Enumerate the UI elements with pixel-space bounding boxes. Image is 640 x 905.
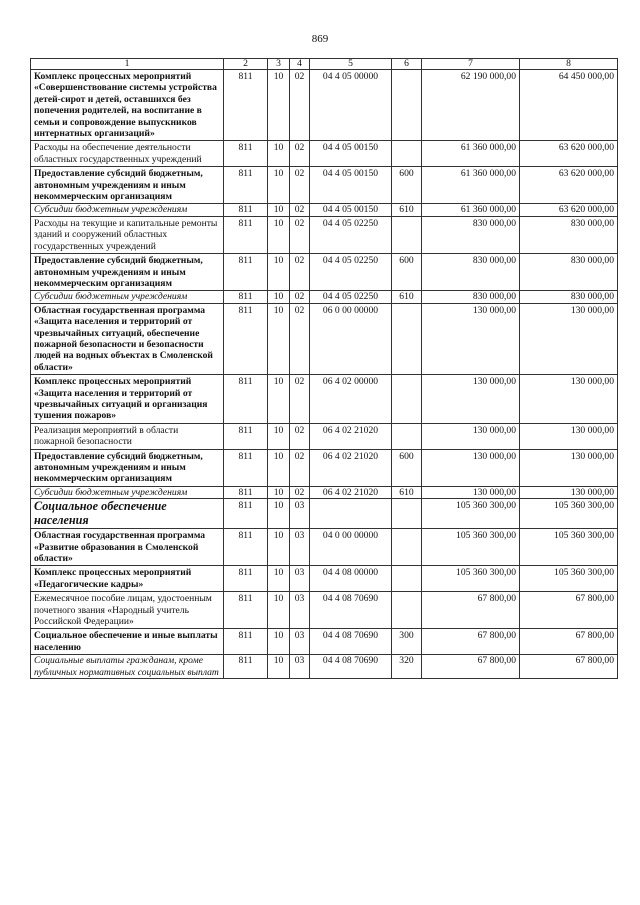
item-name-cell: Социальные выплаты гражданам, кроме публичных нормативных социальных выплат — [31, 655, 224, 679]
target-article-cell — [310, 499, 392, 529]
table-row — [31, 291, 618, 303]
col-header-3: 3 — [268, 59, 290, 70]
subsection-cell: 03 — [290, 629, 310, 655]
code-cell: 811 — [224, 499, 268, 529]
expense-type-cell: 610 — [392, 291, 422, 303]
code-cell: 811 — [224, 70, 268, 141]
section-cell: 10 — [268, 254, 290, 291]
amount-cell: 61 360 000,00 — [422, 167, 520, 204]
table-row — [31, 216, 618, 253]
amount-cell: 830 000,00 — [520, 216, 618, 253]
subsection-cell: 03 — [290, 655, 310, 679]
target-article-cell: 04 4 05 00150 — [310, 167, 392, 204]
target-article-cell: 04 4 08 70690 — [310, 592, 392, 629]
code-cell: 811 — [224, 375, 268, 424]
table-row — [31, 592, 618, 629]
target-article-cell: 04 4 05 00150 — [310, 141, 392, 167]
table-row — [31, 254, 618, 291]
expense-type-cell: 320 — [392, 655, 422, 679]
section-cell: 10 — [268, 529, 290, 566]
expense-type-cell — [392, 216, 422, 253]
amount-cell: 130 000,00 — [520, 375, 618, 424]
amount-cell: 67 800,00 — [422, 655, 520, 679]
expense-type-cell — [392, 303, 422, 374]
code-cell: 811 — [224, 291, 268, 303]
table-row — [31, 499, 618, 529]
item-name-cell: Субсидии бюджетным учреждениям — [31, 204, 224, 216]
subsection-cell: 02 — [290, 70, 310, 141]
target-article-cell: 04 4 05 02250 — [310, 291, 392, 303]
target-article-cell: 04 4 05 00150 — [310, 204, 392, 216]
expense-type-cell: 610 — [392, 486, 422, 498]
table-row — [31, 449, 618, 486]
budget-table — [30, 58, 618, 679]
subsection-cell: 03 — [290, 592, 310, 629]
target-article-cell: 04 4 05 02250 — [310, 216, 392, 253]
amount-cell: 130 000,00 — [520, 303, 618, 374]
expense-type-cell — [392, 566, 422, 592]
amount-cell: 63 620 000,00 — [520, 167, 618, 204]
code-cell: 811 — [224, 254, 268, 291]
section-cell: 10 — [268, 167, 290, 204]
amount-cell: 105 360 300,00 — [422, 499, 520, 529]
section-cell: 10 — [268, 291, 290, 303]
subsection-cell: 02 — [290, 423, 310, 449]
expense-type-cell — [392, 499, 422, 529]
section-cell: 10 — [268, 499, 290, 529]
item-name-cell: Комплекс процессных мероприятий «Педагогические кадры» — [31, 566, 224, 592]
target-article-cell: 04 0 00 00000 — [310, 529, 392, 566]
amount-cell: 830 000,00 — [422, 216, 520, 253]
subsection-cell: 02 — [290, 486, 310, 498]
expense-type-cell: 600 — [392, 449, 422, 486]
section-cell: 10 — [268, 204, 290, 216]
code-cell: 811 — [224, 592, 268, 629]
item-name-cell: Расходы на обеспечение деятельности областных государственных учреждений — [31, 141, 224, 167]
item-name-cell: Комплекс процессных мероприятий «Совершенствование системы устройства детей-сирот и детей, оставшихся без попечения родителей, на воспитание в семьи и сопровождение выпускников интернатных организаций» — [31, 70, 224, 141]
amount-cell: 830 000,00 — [422, 254, 520, 291]
target-article-cell: 06 4 02 21020 — [310, 486, 392, 498]
amount-cell: 830 000,00 — [520, 254, 618, 291]
amount-cell: 63 620 000,00 — [520, 141, 618, 167]
amount-cell: 62 190 000,00 — [422, 70, 520, 141]
expense-type-cell — [392, 141, 422, 167]
table-row — [31, 655, 618, 679]
item-name-cell: Предоставление субсидий бюджетным, автономным учреждениям и иным некоммерческим организациям — [31, 167, 224, 204]
code-cell: 811 — [224, 167, 268, 204]
header-row — [31, 59, 618, 70]
amount-cell: 130 000,00 — [422, 303, 520, 374]
expense-type-cell: 600 — [392, 167, 422, 204]
amount-cell: 130 000,00 — [422, 449, 520, 486]
subsection-cell: 02 — [290, 141, 310, 167]
amount-cell: 130 000,00 — [520, 423, 618, 449]
table-row — [31, 167, 618, 204]
amount-cell: 67 800,00 — [520, 655, 618, 679]
col-header-4: 4 — [290, 59, 310, 70]
subsection-cell: 02 — [290, 449, 310, 486]
code-cell: 811 — [224, 141, 268, 167]
target-article-cell: 06 0 00 00000 — [310, 303, 392, 374]
code-cell: 811 — [224, 655, 268, 679]
section-cell: 10 — [268, 423, 290, 449]
subsection-cell: 02 — [290, 167, 310, 204]
amount-cell: 105 360 300,00 — [520, 529, 618, 566]
expense-type-cell — [392, 592, 422, 629]
target-article-cell: 04 4 05 00000 — [310, 70, 392, 141]
page-number: 869 — [311, 33, 329, 45]
section-cell: 10 — [268, 655, 290, 679]
col-header-2: 2 — [224, 59, 268, 70]
item-name-cell: Социальное обеспечение и иные выплаты населению — [31, 629, 224, 655]
amount-cell: 64 450 000,00 — [520, 70, 618, 141]
section-cell: 10 — [268, 629, 290, 655]
amount-cell: 67 800,00 — [422, 592, 520, 629]
table-row — [31, 70, 618, 141]
code-cell: 811 — [224, 204, 268, 216]
target-article-cell: 06 4 02 21020 — [310, 423, 392, 449]
code-cell: 811 — [224, 566, 268, 592]
section-cell: 10 — [268, 566, 290, 592]
item-name-cell: Комплекс процессных мероприятий «Защита населения и территорий от чрезвычайных ситуаций и организация тушения пожаров» — [31, 375, 224, 424]
target-article-cell: 06 4 02 21020 — [310, 449, 392, 486]
item-name-cell: Субсидии бюджетным учреждениям — [31, 486, 224, 498]
target-article-cell: 04 4 05 02250 — [310, 254, 392, 291]
code-cell: 811 — [224, 629, 268, 655]
section-cell: 10 — [268, 303, 290, 374]
subsection-cell: 02 — [290, 204, 310, 216]
code-cell: 811 — [224, 423, 268, 449]
expense-type-cell — [392, 375, 422, 424]
section-cell: 10 — [268, 375, 290, 424]
section-cell: 10 — [268, 141, 290, 167]
target-article-cell: 04 4 08 00000 — [310, 566, 392, 592]
subsection-cell: 02 — [290, 254, 310, 291]
code-cell: 811 — [224, 529, 268, 566]
item-name-cell: Расходы на текущие и капитальные ремонты зданий и сооружений областных государственных учреждений — [31, 216, 224, 253]
col-header-8: 8 — [520, 59, 618, 70]
target-article-cell: 04 4 08 70690 — [310, 655, 392, 679]
code-cell: 811 — [224, 216, 268, 253]
expense-type-cell — [392, 423, 422, 449]
table-row — [31, 629, 618, 655]
table-row — [31, 486, 618, 498]
amount-cell: 130 000,00 — [422, 486, 520, 498]
target-article-cell: 04 4 08 70690 — [310, 629, 392, 655]
col-header-7: 7 — [422, 59, 520, 70]
amount-cell: 130 000,00 — [520, 449, 618, 486]
table-row — [31, 375, 618, 424]
amount-cell: 105 360 300,00 — [422, 566, 520, 592]
expense-type-cell: 600 — [392, 254, 422, 291]
section-cell: 10 — [268, 216, 290, 253]
section-cell: 10 — [268, 486, 290, 498]
subsection-cell: 02 — [290, 216, 310, 253]
amount-cell: 105 360 300,00 — [422, 529, 520, 566]
table-row — [31, 423, 618, 449]
code-cell: 811 — [224, 449, 268, 486]
amount-cell: 63 620 000,00 — [520, 204, 618, 216]
table-row — [31, 529, 618, 566]
code-cell: 811 — [224, 303, 268, 374]
amount-cell: 830 000,00 — [520, 291, 618, 303]
subsection-cell: 03 — [290, 566, 310, 592]
code-cell: 811 — [224, 486, 268, 498]
subsection-cell: 02 — [290, 303, 310, 374]
item-name-cell: Субсидии бюджетным учреждениям — [31, 291, 224, 303]
col-header-5: 5 — [310, 59, 392, 70]
amount-cell: 830 000,00 — [422, 291, 520, 303]
table-row — [31, 141, 618, 167]
subsection-cell: 02 — [290, 291, 310, 303]
col-header-1: 1 — [31, 59, 224, 70]
item-name-cell: Социальное обеспечение населения — [31, 499, 224, 529]
col-header-6: 6 — [392, 59, 422, 70]
expense-type-cell: 610 — [392, 204, 422, 216]
expense-type-cell — [392, 70, 422, 141]
amount-cell: 67 800,00 — [520, 629, 618, 655]
amount-cell: 67 800,00 — [422, 629, 520, 655]
table-row — [31, 566, 618, 592]
item-name-cell: Предоставление субсидий бюджетным, автономным учреждениям и иным некоммерческим организациям — [31, 449, 224, 486]
amount-cell: 105 360 300,00 — [520, 566, 618, 592]
expense-type-cell: 300 — [392, 629, 422, 655]
amount-cell: 105 360 300,00 — [520, 499, 618, 529]
subsection-cell: 03 — [290, 499, 310, 529]
amount-cell: 130 000,00 — [422, 375, 520, 424]
target-article-cell: 06 4 02 00000 — [310, 375, 392, 424]
item-name-cell: Областная государственная программа «Развитие образования в Смоленской области» — [31, 529, 224, 566]
subsection-cell: 03 — [290, 529, 310, 566]
amount-cell: 61 360 000,00 — [422, 141, 520, 167]
subsection-cell: 02 — [290, 375, 310, 424]
section-cell: 10 — [268, 592, 290, 629]
section-cell: 10 — [268, 70, 290, 141]
item-name-cell: Ежемесячное пособие лицам, удостоенным почетного звания «Народный учитель Российской Федерации» — [31, 592, 224, 629]
table-row — [31, 303, 618, 374]
item-name-cell: Реализация мероприятий в области пожарной безопасности — [31, 423, 224, 449]
table-row — [31, 204, 618, 216]
item-name-cell: Областная государственная программа «Защита населения и территорий от чрезвычайных ситуаций, обеспечение пожарной безопасности и безопасности людей на водных объектах в Смоленской области» — [31, 303, 224, 374]
amount-cell: 130 000,00 — [520, 486, 618, 498]
amount-cell: 61 360 000,00 — [422, 204, 520, 216]
item-name-cell: Предоставление субсидий бюджетным, автономным учреждениям и иным некоммерческим организациям — [31, 254, 224, 291]
amount-cell: 67 800,00 — [520, 592, 618, 629]
expense-type-cell — [392, 529, 422, 566]
amount-cell: 130 000,00 — [422, 423, 520, 449]
section-cell: 10 — [268, 449, 290, 486]
